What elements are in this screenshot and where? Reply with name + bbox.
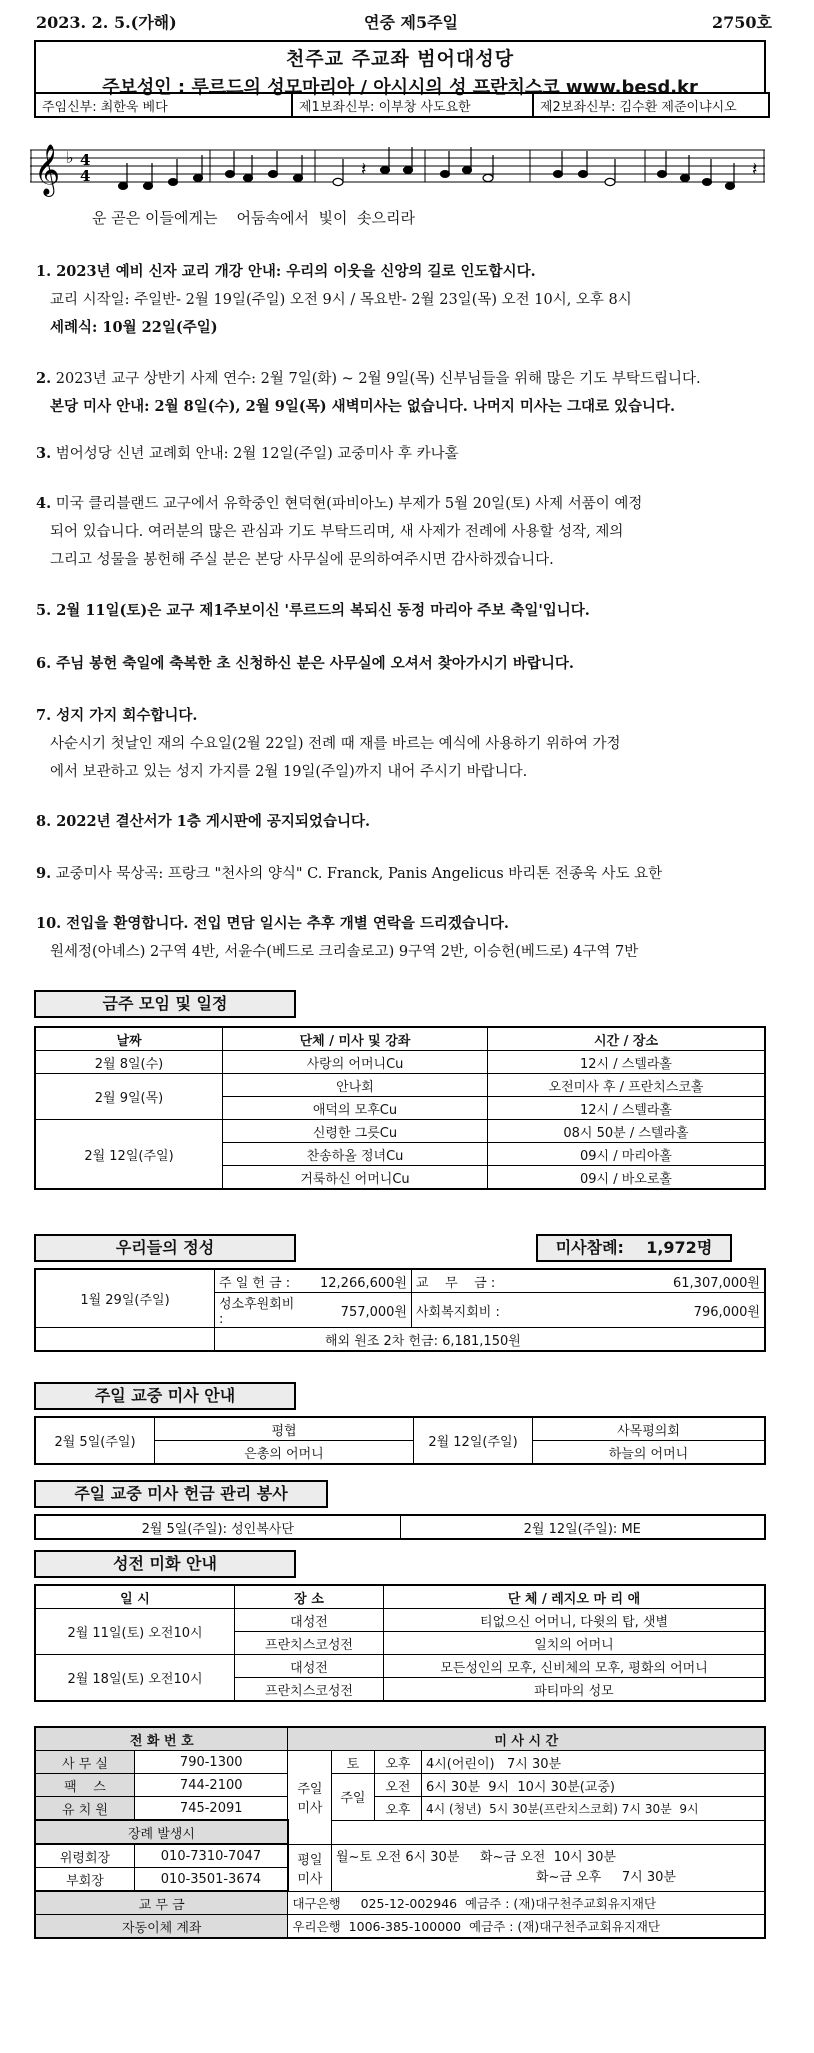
table-row: 찬송하올 정녀Cu 09시 / 마리아홀 bbox=[35, 1143, 765, 1166]
page-title: 천주교 주교좌 범어대성당 bbox=[285, 48, 515, 70]
notice-8: 8. 2022년 결산서가 1층 게시판에 공지되었습니다. bbox=[36, 813, 371, 830]
table-row: 거룩하신 어머니Cu 09시 / 바오로홀 bbox=[35, 1166, 765, 1190]
notice-10: 10. 전입을 환영합니다. 전입 면담 일시는 추후 개별 연락을 드리겠습니다. 원세정(아녜스) 2구역 4반, 서윤수(베드로 크리솔로고) 9구역 2반, 이승헌(베드로) 4구역 7반 bbox=[36, 915, 639, 960]
assistant-priest-2: 제2보좌신부: 김수환 제준이냐시오 bbox=[540, 100, 737, 115]
header-bar bbox=[0, 10, 814, 34]
table-row: 2월 8일(수) 사랑의 어머니Cu 12시 / 스텔라홀 bbox=[35, 1051, 765, 1074]
music-staff bbox=[30, 135, 770, 205]
decor-table: 일 시 장 소 단 체 / 레지오 마 리 애 2월 11일(토) 오전10시 대성전 티없으신 어머니, 다윗의 탑, 샛별 프란치스코성전 일치의 어머니 2월 18일(토) 오전10시 대성전 모든성인의 모후, 신비체의 모후, 평화의 어머니 프란치스코성전 파티마의 성모 bbox=[34, 1584, 766, 1702]
decor-label: 성전 미화 안내 bbox=[34, 1550, 296, 1578]
schedule-label: 금주 모임 및 일정 bbox=[34, 990, 296, 1018]
lyrics: 운 곧은 이들에게는 어둠속에서 빛이 솟으리라 bbox=[92, 209, 415, 227]
pastor: 주임신부: 최한욱 베다 bbox=[36, 94, 293, 116]
liturgy-table: 2월 5일(주일) 평협 2월 12일(주일) 사목평의회 은총의 어머니 하늘의 어머니 bbox=[34, 1416, 766, 1465]
offering-table: 1월 29일(주일) 주 일 헌 금 : 12,266,600원 교 무 금 : 61,307,000원 성소후원회비 : 757,000원 사회복지회비 : 796,000원 해외 원조 2차 헌금: 6,181,150원 bbox=[34, 1268, 766, 1352]
svg-text:4: 4 bbox=[80, 167, 91, 185]
notice-6: 6. 주님 봉헌 축일에 축복한 초 신청하신 분은 사무실에 오셔서 찾아가시기 바랍니다. bbox=[36, 655, 574, 672]
table-row: 2월 11일(토) 오전10시 대성전 티없으신 어머니, 다윗의 탑, 샛별 bbox=[35, 1609, 765, 1632]
liturgical-week: 연중 제5주일 bbox=[364, 13, 458, 32]
notice-3: 3. 범어성당 신년 교례회 안내: 2월 12일(주일) 교중미사 후 카나홀 bbox=[36, 445, 459, 462]
notice-5: 5. 2월 11일(토)은 교구 제1주보이신 '루르드의 복되신 동정 마리아 주보 축일'입니다. bbox=[36, 602, 590, 619]
clergy-bar bbox=[34, 92, 770, 118]
offering-label: 우리들의 정성 bbox=[34, 1234, 296, 1262]
table-row: 프란치스코성전 파티마의 성모 bbox=[35, 1678, 765, 1702]
table-row: 2월 12일(주일) 신령한 그릇Cu 08시 50분 / 스텔라홀 bbox=[35, 1120, 765, 1143]
notice-4: 4. 미국 클리블랜드 교구에서 유학중인 현덕현(파비아노) 부제가 5월 20일(토) 사제 서품이 예정 되어 있습니다. 여러분의 많은 관심과 기도 부탁드리며, 새 사제가 전례에 사용할 성작, 제의 그리고 성물을 봉헌해 주실 분은 본당 사무실에 문의하여주시면 감사하겠습니다. bbox=[36, 495, 643, 568]
rest-icon: 𝄽 bbox=[361, 159, 367, 180]
flat-icon: ♭ bbox=[66, 148, 74, 167]
assistant-priest-1: 제1보좌신부: 이부창 사도요한 bbox=[293, 94, 534, 116]
treble-clef-icon: 𝄞 bbox=[34, 144, 61, 195]
table-row: 2월 18일(토) 오전10시 대성전 모든성인의 모후, 신비체의 모후, 평화의 어머니 bbox=[35, 1655, 765, 1678]
table-row: 2월 9일(목) 안나회 오전미사 후 / 프란치스코홀 bbox=[35, 1074, 765, 1097]
notice-7: 7. 성지 가지 회수합니다. 사순시기 첫날인 재의 수요일(2월 22일) 전례 때 재를 바르는 예식에 사용하기 위하여 가정 에서 보관하고 있는 성지 가지를 2월 19일(주일)까지 내어 주시기 바랍니다. bbox=[36, 707, 621, 780]
title-box bbox=[34, 40, 766, 98]
notice-9: 9. 교중미사 묵상곡: 프랑크 "천사의 양식" C. Franck, Panis Angelicus 바리톤 전종욱 사도 요한 bbox=[36, 865, 663, 882]
table-row: 애덕의 모후Cu 12시 / 스텔라홀 bbox=[35, 1097, 765, 1120]
issue-date: 2023. 2. 5.(가해) bbox=[36, 13, 177, 32]
schedule-table: 날짜 단체 / 미사 및 강좌 시간 / 장소 2월 8일(수) 사랑의 어머니Cu 12시 / 스텔라홀 2월 9일(목) 안나회 오전미사 후 / 프란치스코홀 애덕의 모후Cu 12시 / 스텔라홀 2월 12일(주일) 신령한 그릇Cu 08시 50분 / 스텔라홀 찬송하올 정녀Cu 09시 / 마리아홀 거룩하신 어머니Cu 09시 / 바오로홀 bbox=[34, 1026, 766, 1190]
patron-line: 주보성인 : 루르드의 성모마리아 / 아시시의 성 프란치스코 www.besd.kr bbox=[102, 77, 698, 98]
rest-icon: 𝄽 bbox=[752, 159, 758, 180]
collection-table: 2월 5일(주일): 성인복사단 2월 12일(주일): ME bbox=[34, 1514, 766, 1540]
notice-2: 2. 2023년 교구 상반기 사제 연수: 2월 7일(화) ~ 2월 9일(목) 신부님들을 위해 많은 기도 부탁드립니다. 본당 미사 안내: 2월 8일(수), 2월 9일(목) 새벽미사는 없습니다. 나머지 미사는 그대로 있습니다. bbox=[36, 370, 701, 415]
footer-table: 전 화 번 호 미 사 시 간 사 무 실 790-1300 주일 미사 토 오후 4시(어린이) 7시 30분 팩 스 744-2100 주일 오전 6시 30분 9시 10시 30분(교중) 유 치 원 745-2091 오후 4시 (청년) 5시 30분(프란치스코회) 7시 30분 9시 장례 발생시 위령회장 010-7310-7047 평일 미사 월~토 오전 6시 30분 화~금 오전 10시 30분 화~금 오후 7시 30분 부회장 010-3501-3674 교 무 금 대구은행 025-12-002946 예금주 : (재)대구천주교회유지재단 자동이체 계좌 우리은행 1006-385-100000 예금주 : (재)대구천주교회유지재단 bbox=[34, 1726, 766, 1939]
notice-1: 1. 2023년 예비 신자 교리 개강 안내: 우리의 이웃을 신앙의 길로 인도합시다. 교리 시작일: 주일반- 2월 19일(주일) 오전 9시 / 목요반- 2월 23일(목) 오전 10시, 오후 8시 세례식: 10월 22일(주일) bbox=[36, 263, 632, 336]
attendance-badge: 미사참례: 1,972명 bbox=[536, 1234, 732, 1262]
issue-number: 2750호 bbox=[712, 13, 772, 32]
collection-label: 주일 교중 미사 헌금 관리 봉사 bbox=[34, 1480, 328, 1508]
svg-text:4: 4 bbox=[80, 151, 91, 169]
table-row: 프란치스코성전 일치의 어머니 bbox=[35, 1632, 765, 1655]
liturgy-label: 주일 교중 미사 안내 bbox=[34, 1382, 296, 1410]
